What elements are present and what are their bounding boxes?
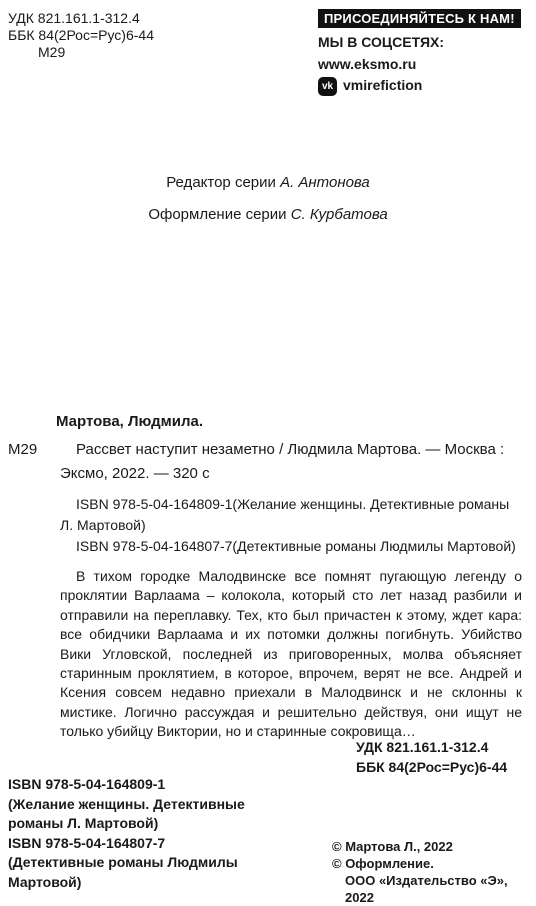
udk-code: УДК 821.161.1-312.4 — [8, 10, 140, 26]
bbk-code-bottom: ББК 84(2Рос=Рус)6-44 — [356, 759, 508, 775]
author-mark: М29 — [38, 44, 66, 60]
vk-icon: vk — [318, 77, 337, 96]
catalog-code: М29 — [8, 441, 38, 458]
site-link[interactable]: www.eksmo.ru — [318, 56, 417, 72]
copyright-line: ООО «Издательство «Э», 2022 — [345, 873, 508, 905]
catalog-isbn1-line2: Л. Мартовой) — [60, 517, 146, 533]
isbn-line: (Желание женщины. Детективные — [8, 795, 245, 812]
isbn-line: (Детективные романы Людмилы — [8, 854, 238, 870]
annotation: В тихом городке Малодвинске все помнят пугающую легенду о проклятии Варлаама – колокола, который сто лет назад разбили и отправили на переплавку. Тех, кто был причастен к этому, ждет кара: все обидчики Варлаама и их потомки должны погибнуть. Убийство Вики Угловской, последней из приговоренных, молва объясняет старинным проклятием, в которое, впрочем, верят не все. Андрей и Ксения совсем недавно приехали в Малодвинск и не склонны к мистике. Логично рассуждая и решительно действуя, они ищут не только убийцу Виктории, но и старинные сокровища… — [60, 568, 522, 740]
isbn-line: ISBN 978-5-04-164809-1 — [8, 776, 166, 792]
udk-code-bottom: УДК 821.161.1-312.4 — [356, 739, 489, 755]
top-classification — [8, 10, 154, 61]
catalog-title-line1: Рассвет наступит незаметно / Людмила Мартова. — Москва : — [76, 441, 505, 458]
bottom-classification — [356, 737, 507, 777]
copyright-block — [332, 838, 536, 906]
copyright-line: © Оформление. — [332, 856, 434, 871]
isbn-line: Мартовой) — [8, 873, 82, 890]
editor-credit — [0, 174, 536, 191]
bbk-code: ББК 84(2Рос=Рус)6-44 — [8, 27, 154, 43]
join-banner: ПРИСОЕДИНЯЙТЕСЬ К НАМ! — [318, 9, 521, 28]
design-credit — [0, 206, 536, 223]
social-block — [318, 9, 521, 96]
editor-name: А. Антонова — [280, 174, 370, 191]
vk-handle: vmirefiction — [343, 77, 423, 94]
design-name: С. Курбатова — [290, 206, 388, 223]
vk-link[interactable] — [318, 77, 521, 96]
isbn-block — [8, 775, 245, 892]
isbn-line: романы Л. Мартовой) — [8, 815, 159, 831]
social-header: МЫ В СОЦСЕТЯХ: — [318, 34, 445, 50]
catalog-title-line2: Эксмо, 2022. — 320 с — [60, 465, 210, 482]
design-label: Оформление серии — [148, 206, 287, 223]
copyright-line: © Мартова Л., 2022 — [332, 839, 453, 854]
catalog-author: Мартова, Людмила. — [56, 413, 204, 430]
editor-label: Редактор серии — [166, 174, 276, 191]
isbn-line: ISBN 978-5-04-164807-7 — [8, 834, 166, 851]
catalog-isbn2: ISBN 978-5-04-164807-7(Детективные романы Людмилы Мартовой) — [76, 538, 516, 554]
catalog-isbn1-line1: ISBN 978-5-04-164809-1(Желание женщины. Детективные романы — [76, 496, 510, 512]
